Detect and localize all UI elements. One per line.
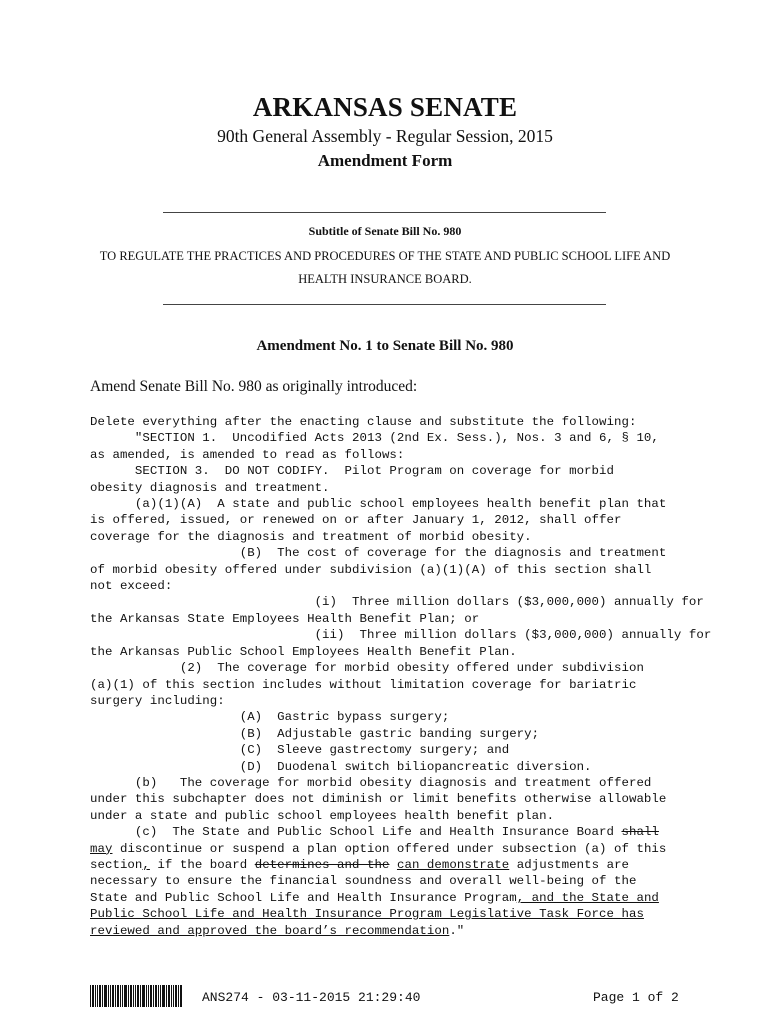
body-line: not exceed: <box>90 579 173 594</box>
text-run: discontinue or suspend a plan option offered under subsection (a) of this <box>112 841 667 856</box>
document-code: ANS274 - 03-11-2015 21:29:40 <box>202 990 421 1005</box>
inserted-text: can demonstrate <box>396 857 510 872</box>
body-line: "SECTION 1. Uncodified Acts 2013 (2nd Ex. Sess.), Nos. 3 and 6, § 10, <box>90 431 659 446</box>
subtitle-label: Subtitle of Senate Bill No. 980 <box>308 224 462 238</box>
inserted-text: , <box>142 857 150 872</box>
inserted-text: may <box>90 841 113 856</box>
amendment-intro: Amend Senate Bill No. 980 as originally introduced: <box>90 378 418 395</box>
body-line: the Arkansas State Employees Health Benefit Plan; or <box>90 611 480 626</box>
text-run: adjustments are <box>509 857 630 872</box>
body-line: the Arkansas Public School Employees Health Benefit Plan. <box>90 644 517 659</box>
struck-text: determines and the <box>254 857 390 872</box>
body-line: (B) Adjustable gastric banding surgery; <box>90 726 540 741</box>
inserted-text: Public School Life and Health Insurance Program Legislative Task Force has <box>90 907 644 922</box>
body-line: SECTION 3. DO NOT CODIFY. Pilot Program on coverage for morbid <box>90 464 614 479</box>
body-line: coverage for the diagnosis and treatment of morbid obesity. <box>90 529 532 544</box>
divider-top <box>163 212 606 213</box>
body-line: is offered, issued, or renewed on or after January 1, 2012, shall offer <box>90 513 622 528</box>
body-line: Delete everything after the enacting clause and substitute the following: <box>90 415 637 429</box>
page-number: Page 1 of 2 <box>593 990 679 1005</box>
para-c-line-4: necessary to ensure the financial soundness and overall well-being of the <box>90 874 637 889</box>
page-title: ARKANSAS SENATE <box>252 92 518 122</box>
para-c-line-3 <box>90 857 690 873</box>
body-line: as amended, is amended to read as follows: <box>90 447 405 462</box>
text-run: State and Public School Life and Health Insurance Program <box>90 890 517 905</box>
body-line: (ii) Three million dollars ($3,000,000) annually for <box>90 628 712 643</box>
inserted-text: reviewed and approved the board’s recommendation <box>90 923 450 938</box>
text-run: if the board <box>149 857 255 872</box>
text-run <box>389 858 397 872</box>
text-run: ." <box>449 923 465 938</box>
form-name: Amendment Form <box>317 151 453 170</box>
body-line: under a state and public school employees health benefit plan. <box>90 808 555 823</box>
body-line: (C) Sleeve gastrectomy surgery; and <box>90 743 510 758</box>
subtitle-text: TO REGULATE THE PRACTICES AND PROCEDURES OF THE STATE AND PUBLIC SCHOOL LIFE AND HEALTH INSURANCE BOARD. <box>99 249 671 286</box>
body-line: (2) The coverage for morbid obesity offered under subdivision <box>90 661 644 676</box>
body-line: (D) Duodenal switch biliopancreatic diversion. <box>90 759 592 774</box>
para-c-line-7 <box>90 923 690 939</box>
para-c-line-1 <box>90 824 690 840</box>
para-c-line-6 <box>90 906 690 922</box>
para-c-line-5 <box>90 890 690 906</box>
divider-bottom <box>163 304 606 305</box>
text-run: (c) The State and Public School Life and Health Insurance Board <box>90 825 622 840</box>
body-line: (A) Gastric bypass surgery; <box>90 710 450 725</box>
body-line: (b) The coverage for morbid obesity diagnosis and treatment offered <box>90 775 652 790</box>
text-run: section <box>90 857 143 872</box>
body-line: under this subchapter does not diminish or limit benefits otherwise allowable <box>90 792 667 807</box>
body-line: obesity diagnosis and treatment. <box>90 480 330 495</box>
inserted-text: , and the State and <box>516 890 659 905</box>
body-line: (B) The cost of coverage for the diagnosis and treatment <box>90 546 667 561</box>
body-line: (a)(1)(A) A state and public school employees health benefit plan that <box>90 497 667 512</box>
body-line: of morbid obesity offered under subdivision (a)(1)(A) of this section shall <box>90 562 652 577</box>
amendment-heading: Amendment No. 1 to Senate Bill No. 980 <box>256 338 514 354</box>
body-line: (a)(1) of this section includes without limitation coverage for bariatric <box>90 677 637 692</box>
body-line: surgery including: <box>90 693 225 708</box>
para-c-line-2 <box>90 841 690 857</box>
barcode-image <box>90 985 182 1007</box>
amendment-body <box>90 414 712 939</box>
body-line: (i) Three million dollars ($3,000,000) annually for <box>90 595 704 610</box>
struck-text: shall <box>621 825 659 840</box>
session-line: 90th General Assembly - Regular Session, 2015 <box>217 126 553 146</box>
